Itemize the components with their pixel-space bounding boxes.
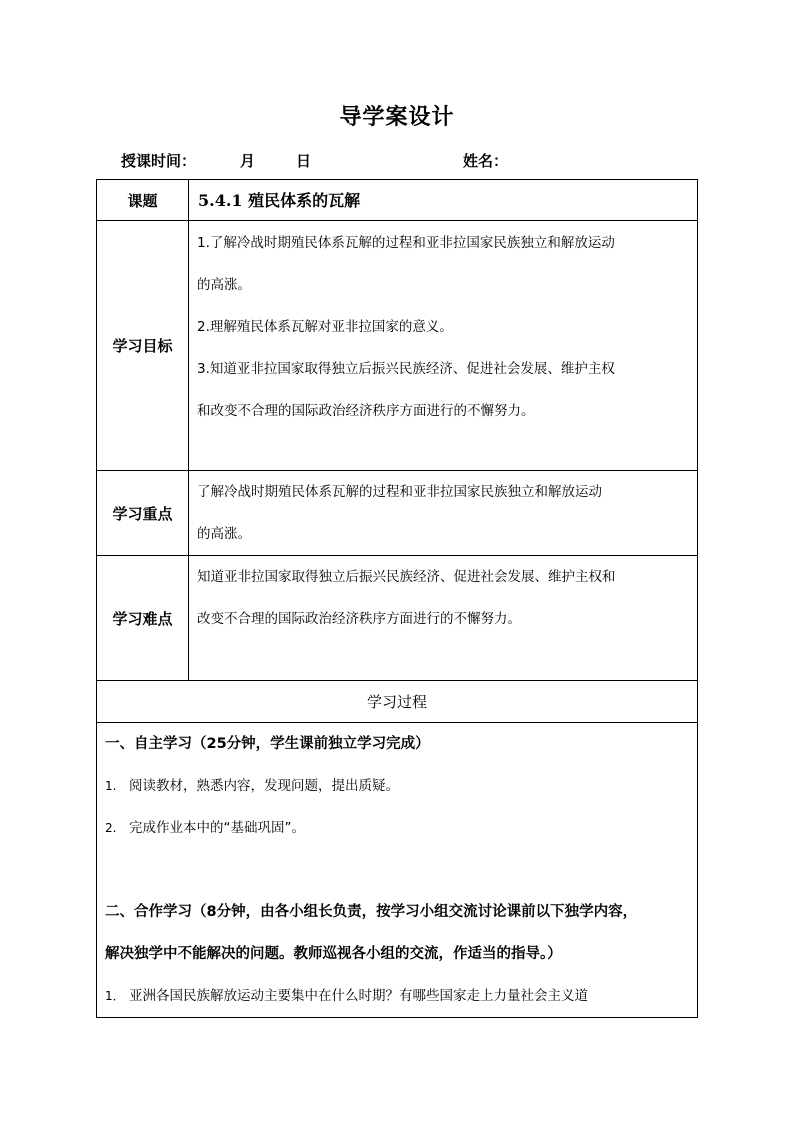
item-text: 完成作业本中的“基础巩固”。 bbox=[129, 820, 305, 836]
key-point-line: 的高涨。 bbox=[197, 526, 251, 542]
time-label: 授课时间： bbox=[121, 152, 197, 170]
key-points-row bbox=[97, 471, 698, 556]
self-study-item bbox=[97, 807, 697, 849]
goal-line: 3.知道亚非拉国家取得独立后振兴民族经济、促进社会发展、维护主权 bbox=[197, 361, 615, 377]
difficulties-row bbox=[97, 556, 698, 681]
topic-value: 5.4.1 殖民体系的瓦解 bbox=[198, 191, 361, 210]
coop-study-heading-line: 二、合作学习（8分钟，由各小组长负责，按学习小组交流讨论课前以下独学内容， bbox=[105, 904, 638, 920]
document-title: 导学案设计 bbox=[339, 104, 455, 130]
key-points-text bbox=[189, 471, 697, 555]
process-header: 学习过程 bbox=[366, 693, 427, 711]
self-study-heading: 一、自主学习（25分钟，学生课前独立学习完成） bbox=[105, 736, 430, 752]
goals-row bbox=[97, 221, 698, 471]
name-label: 姓名： bbox=[463, 152, 509, 170]
month-label: 月 bbox=[240, 152, 256, 170]
difficulties-label: 学习难点 bbox=[112, 609, 173, 628]
topic-row bbox=[97, 180, 698, 221]
lesson-info-line bbox=[0, 146, 794, 172]
item-number: 1． bbox=[105, 989, 125, 1003]
coop-study-item bbox=[97, 975, 697, 1017]
goal-line: 的高涨。 bbox=[197, 277, 251, 293]
goals-label: 学习目标 bbox=[112, 337, 173, 355]
lesson-plan-table bbox=[96, 179, 698, 1018]
blank-spacer bbox=[97, 849, 697, 891]
difficulty-line: 知道亚非拉国家取得独立后振兴民族经济、促进社会发展、维护主权和 bbox=[197, 569, 616, 585]
goal-line: 和改变不合理的国际政治经济秩序方面进行的不懈努力。 bbox=[197, 403, 535, 419]
item-number: 1. bbox=[105, 779, 117, 793]
goals-text bbox=[189, 221, 697, 432]
item-text: 亚洲各国民族解放运动主要集中在什么时期？有哪些国家走上力量社会主义道 bbox=[129, 988, 588, 1004]
self-study-item bbox=[97, 765, 697, 807]
coop-study-heading-line: 解决独学中不能解决的问题。教师巡视各小组的交流，作适当的指导。） bbox=[105, 946, 562, 962]
process-body-row bbox=[97, 723, 698, 1018]
topic-label: 课题 bbox=[127, 191, 158, 210]
process-header-row bbox=[97, 681, 698, 723]
item-number: 2. bbox=[105, 821, 117, 835]
key-points-label: 学习重点 bbox=[112, 504, 173, 523]
difficulties-text bbox=[189, 556, 697, 640]
goal-line: 2.理解殖民体系瓦解对亚非拉国家的意义。 bbox=[197, 319, 453, 335]
difficulty-line: 改变不合理的国际政治经济秩序方面进行的不懈努力。 bbox=[197, 611, 521, 627]
goal-line: 1.了解冷战时期殖民体系瓦解的过程和亚非拉国家民族独立和解放运动 bbox=[197, 235, 615, 251]
item-text: 阅读教材，熟悉内容，发现问题，提出质疑。 bbox=[129, 778, 399, 794]
key-point-line: 了解冷战时期殖民体系瓦解的过程和亚非拉国家民族独立和解放运动 bbox=[197, 484, 602, 500]
day-label: 日 bbox=[296, 152, 312, 170]
